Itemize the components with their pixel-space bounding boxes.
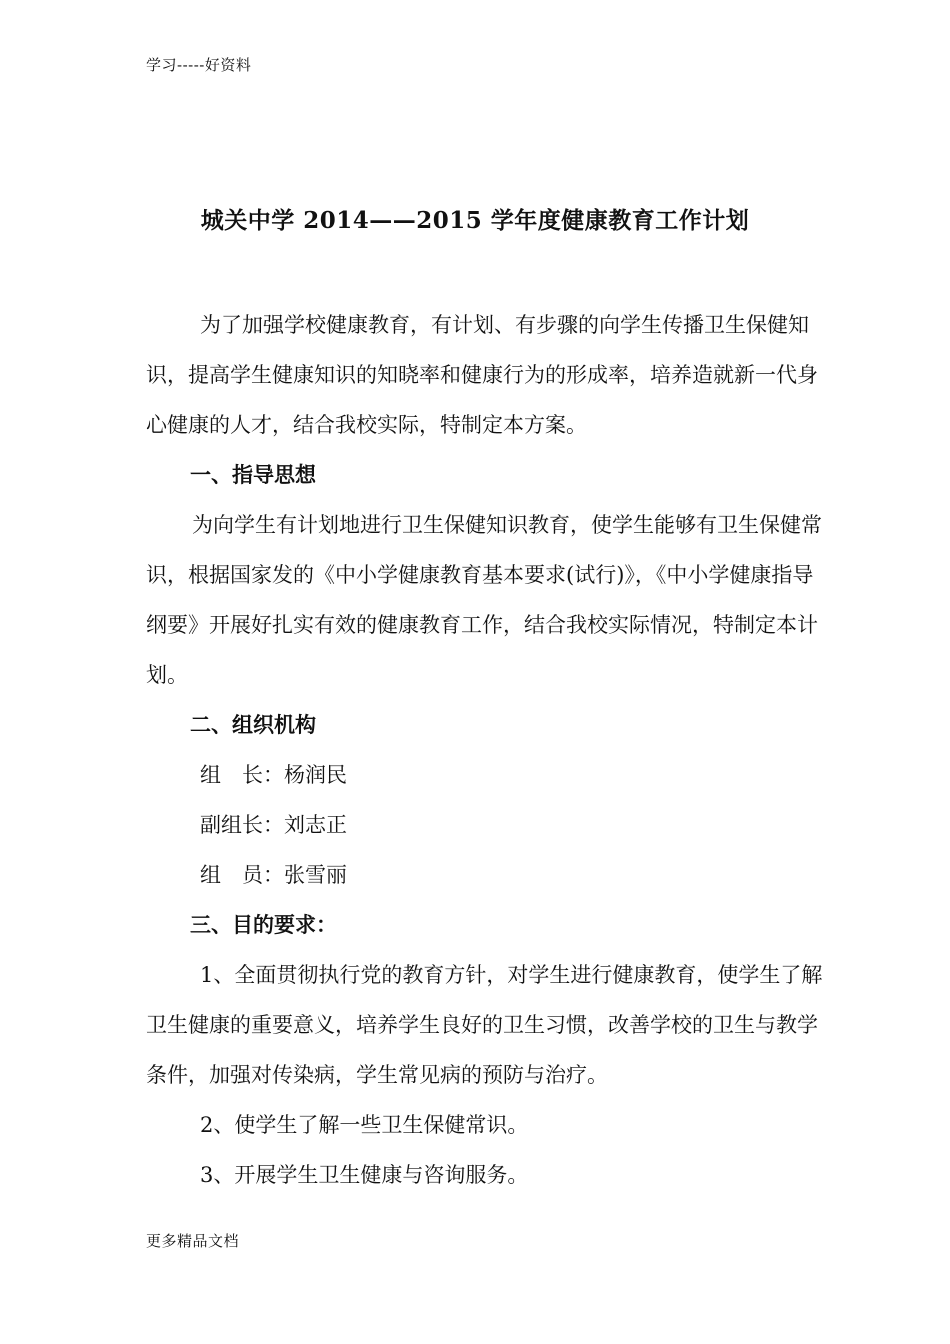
- document-body: [146, 300, 826, 1200]
- section-heading-goals: 三、目的要求：: [190, 912, 337, 937]
- intro-paragraph: 为了加强学校健康教育，有计划、有步骤的向学生传播卫生保健知识，提高学生健康知识的知晓率和健康行为的形成率，培养造就新一代身心健康的人才，结合我校实际，特制定本方案。: [146, 313, 818, 437]
- section-heading-guiding: 一、指导思想: [190, 462, 316, 487]
- member-staff: 组 员：张雪丽: [200, 863, 347, 887]
- document-title: 城关中学 2014——2015 学年度健康教育工作计划: [200, 207, 750, 234]
- goal-item-1: 1、全面贯彻执行党的教育方针，对学生进行健康教育，使学生了解卫生健康的重要意义，培养学生良好的卫生习惯，改善学校的卫生与教学条件，加强对传染病，学生常见病的预防与治疗。: [146, 963, 823, 1087]
- member-deputy: 副组长：刘志正: [200, 813, 347, 837]
- guiding-paragraph: 为向学生有计划地进行卫生保健知识教育，使学生能够有卫生保健常识，根据国家发的《中小学健康教育基本要求(试行)》，《中小学健康指导纲要》开展好扎实有效的健康教育工作，结合我校实际情况，特制定本计划。: [146, 513, 822, 687]
- member-leader: 组 长：杨润民: [200, 763, 347, 787]
- section-heading-organization: 二、组织机构: [190, 712, 316, 737]
- page-header: 学习-----好资料: [146, 56, 252, 74]
- page-footer: 更多精品文档: [146, 1232, 240, 1250]
- goal-item-2: 2、使学生了解一些卫生保健常识。: [200, 1113, 529, 1137]
- goal-item-3: 3、开展学生卫生健康与咨询服务。: [200, 1163, 529, 1187]
